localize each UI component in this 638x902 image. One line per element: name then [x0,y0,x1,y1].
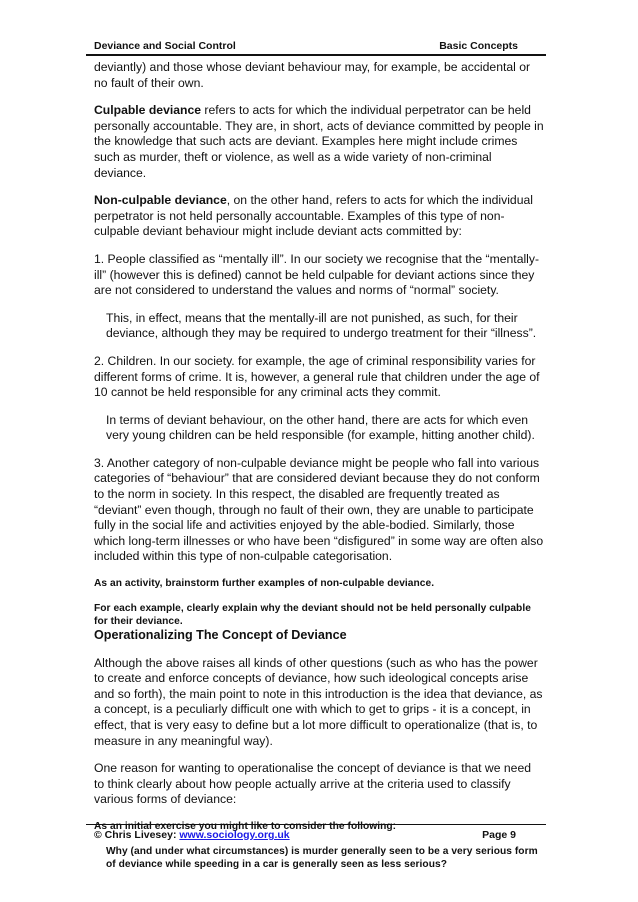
page-header [94,37,546,55]
paragraph-mentally-ill: 1. People classified as “mentally ill”. In our society we recognise that the “mentally-ill” (however this is defined) cannot be held culpable for deviant actions since they are not considered to understand the values and norms of “normal” society. [94,251,540,298]
term-non-culpable-deviance: Non-culpable deviance [94,193,227,208]
footer-author: © Chris Livesey: [94,829,180,841]
activity-explain: For each example, clearly explain why the deviant should not be held personally culpable for their deviance. [94,603,531,628]
paragraph-intro: deviantly) and those whose deviant behaviour may, for example, be accidental or no fault of their own. [94,60,531,90]
page-body [94,60,544,883]
paragraph-culpable [94,103,544,181]
page-number: Page 9 [482,829,516,841]
paragraph-children: 2. Children. In our society. for example, the age of criminal responsibility varies for different forms of crime. It is, however, a general rule that children under the age of 10 cannot be held responsible for any criminal acts they commit. [94,353,540,400]
exercise-question: Why (and under what circumstances) is murder generally seen to be a very serious form of deviance while speeding in a car is generally seen as less serious? [106,845,538,870]
header-rule [86,54,546,56]
paragraph-non-culpable [94,193,544,240]
footer-website-link[interactable]: www.sociology.org.uk [179,829,290,841]
paragraph-mentally-ill-note: This, in effect, means that the mentally-ill are not punished, as such, for their deviance, although they may be required to undergo treatment for their “illness”. [106,310,537,341]
header-section: Basic Concepts [439,40,518,52]
exercise-prompt: As an initial exercise you might like to consider the following: [94,820,397,832]
paragraph-children-note: In terms of deviant behaviour, on the other hand, there are acts for which even very young children can be held responsible (for example, hitting another child). [106,412,535,443]
header-title: Deviance and Social Control [94,40,236,52]
page-footer [94,829,544,841]
footer-rule [86,824,546,825]
paragraph-criteria: One reason for wanting to operationalise the concept of deviance is that we need to think clearly about how people actually arrive at the criteria used to classify various forms of deviance: [94,761,532,807]
paragraph-other-category: 3. Another category of non-culpable deviance might be people who fall into various categories of “behaviour” that are considered deviant because they do not conform to the norm in society. In this respect, the disabled are frequently treated as “deviant” even though, through no fault of their own, they are unable to participate fully in the social life and activities enjoyed by the able-bodied. Similarly, those which long-term illnesses or who have been “disfigured” in some way are often also included within this type of non-culpable categorisation. [94,455,544,564]
activity-brainstorm: As an activity, brainstorm further examples of non-culpable deviance. [94,578,435,590]
section-heading: Operationalizing The Concept of Deviance [94,628,347,643]
culpable-definition: refers to acts for which the individual perpetrator can be held personally accountable. They are, in short, acts of deviance committed by people in the knowledge that such acts are deviant. Examples here might include crimes such as murder, theft or violence, as well as a wide variety of non-criminal deviance. [94,103,544,180]
term-culpable-deviance: Culpable deviance [94,103,202,118]
paragraph-operationalizing: Although the above raises all kinds of other questions (such as who has the power to create and enforce concepts of deviance, how such ideological concepts arise and so forth), the main point to note in this introduction is the idea that deviance, as a concept, is a peculiarly difficult one with which to get to grips - it is a concept, in effect, that is very easy to define but a lot more difficult to operationalize (that is, to measure in any meaningful way). [94,655,543,748]
non-culpable-definition: , on the other hand, refers to acts for which the individual perpetrator is not held personally accountable. Examples of this type of non-culpable deviant behaviour might include deviant acts committed by: [94,193,533,239]
